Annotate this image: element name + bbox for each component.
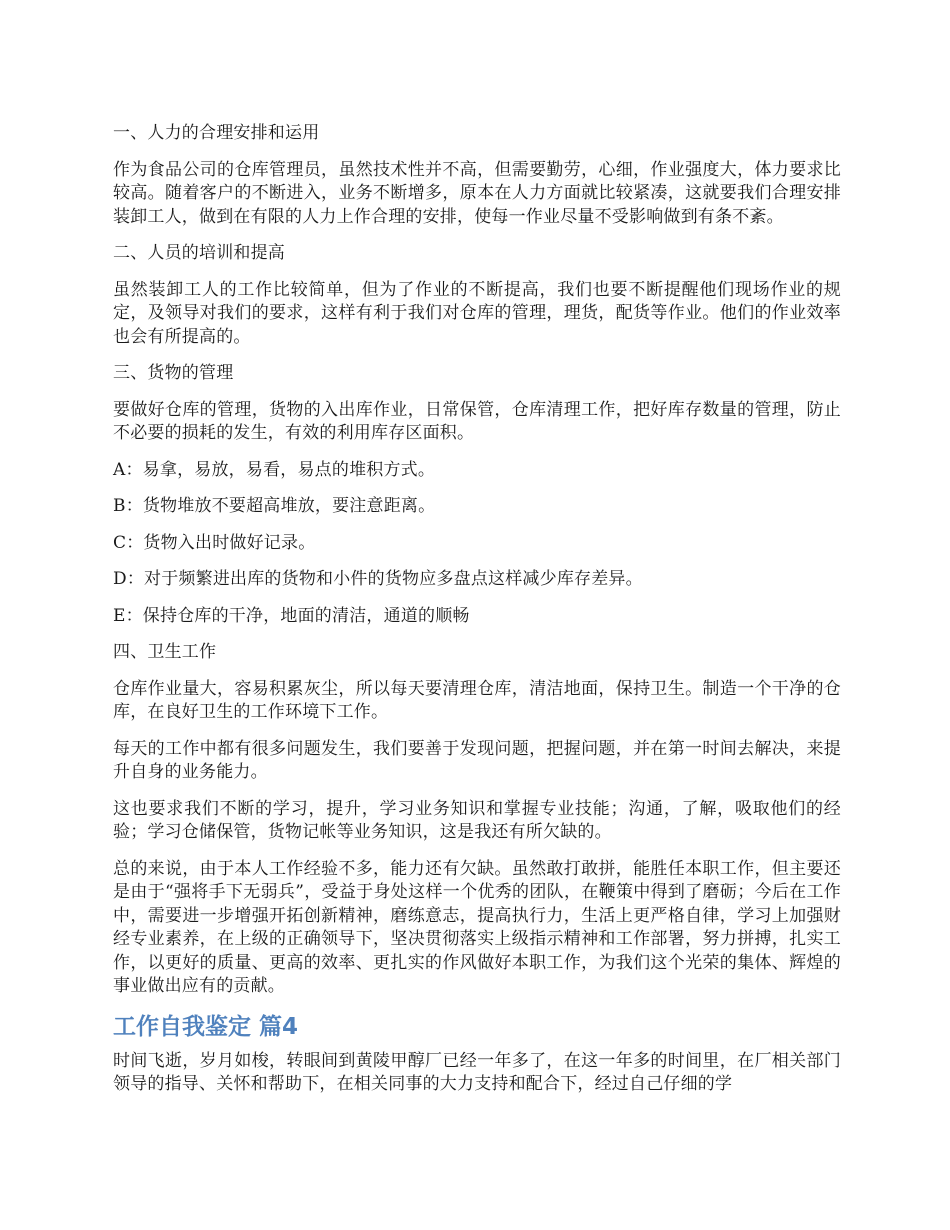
paragraph-summary: 总的来说，由于本人工作经验不多，能力还有欠缺。虽然敢打敢拼，能胜任本职工作，但主要还是由于“强将手下无弱兵”，受益于身处这样一个优秀的团队，在鞭策中得到了磨砺；今后在工作中，需要进一步增强开拓创新精神，磨练意志，提高执行力，生活上更严格自律，学习上加强财经专业素养，在上级的正确领导下，坚决贯彻落实上级指示精神和工作部署，努力拼搏，扎实工作，以更好的质量、更高的效率、更扎实的作风做好本职工作，为我们这个光荣的集体、辉煌的事业做出应有的贡献。: [113, 858, 841, 996]
document-body: [113, 122, 841, 1110]
list-item-b: B：货物堆放不要超高堆放，要注意距离。: [113, 496, 436, 516]
section-heading-goods: 三、货物的管理: [113, 363, 234, 383]
paragraph: 时间飞逝，岁月如梭，转眼间到黄陵甲醇厂已经一年多了，在这一年多的时间里，在厂相关部门领导的指导、关怀和帮助下，在相关同事的大力支持和配合下，经过自己仔细的学: [113, 1050, 841, 1094]
list-item-c: C：货物入出时做好记录。: [113, 532, 316, 553]
paragraph: 仓库作业量大，容易积累灰尘，所以每天要清理仓库，清洁地面，保持卫生。制造一个干净的仓库，在良好卫生的工作环境下工作。: [113, 678, 841, 722]
section-heading-manpower: 一、人力的合理安排和运用: [113, 123, 320, 143]
list-item-d: D：对于频繁进出库的货物和小件的货物应多盘点这样减少库存差异。: [113, 569, 643, 589]
paragraph: 要做好仓库的管理，货物的入出库作业，日常保管，仓库清理工作，把好库存数量的管理，防止不必要的损耗的发生，有效的利用库存区面积。: [113, 399, 841, 443]
paragraph: 这也要求我们不断的学习，提升，学习业务知识和掌握专业技能；沟通，了解，吸取他们的经验；学习仓储保管，货物记帐等业务知识，这是我还有所欠缺的。: [113, 798, 841, 842]
list-item-e: E：保持仓库的干净，地面的清洁，通道的顺畅: [113, 605, 470, 626]
section-heading-training: 二、人员的培训和提高: [113, 243, 285, 263]
paragraph: 作为食品公司的仓库管理员，虽然技术性并不高，但需要勤劳，心细，作业强度大，体力要求比较高。随着客户的不断进入，业务不断增多，原本在人力方面就比较紧凑，这就要我们合理安排装卸工人，做到在有限的人力上作合理的安排，使每一作业尽量不受影响做到有条不紊。: [113, 159, 841, 227]
paragraph: 虽然装卸工人的工作比较简单，但为了作业的不断提高，我们也要不断提醒他们现场作业的规定，及领导对我们的要求，这样有利于我们对仓库的管理，理货，配货等作业。他们的作业效率也会有所提高的。: [113, 279, 841, 347]
article-heading: 工作自我鉴定 篇4: [113, 1013, 299, 1040]
list-item-a: A：易拿，易放，易看，易点的堆积方式。: [113, 459, 436, 480]
paragraph: 每天的工作中都有很多问题发生，我们要善于发现问题，把握问题，并在第一时间去解决，来提升自身的业务能力。: [113, 738, 841, 782]
section-heading-hygiene: 四、卫生工作: [113, 642, 217, 662]
